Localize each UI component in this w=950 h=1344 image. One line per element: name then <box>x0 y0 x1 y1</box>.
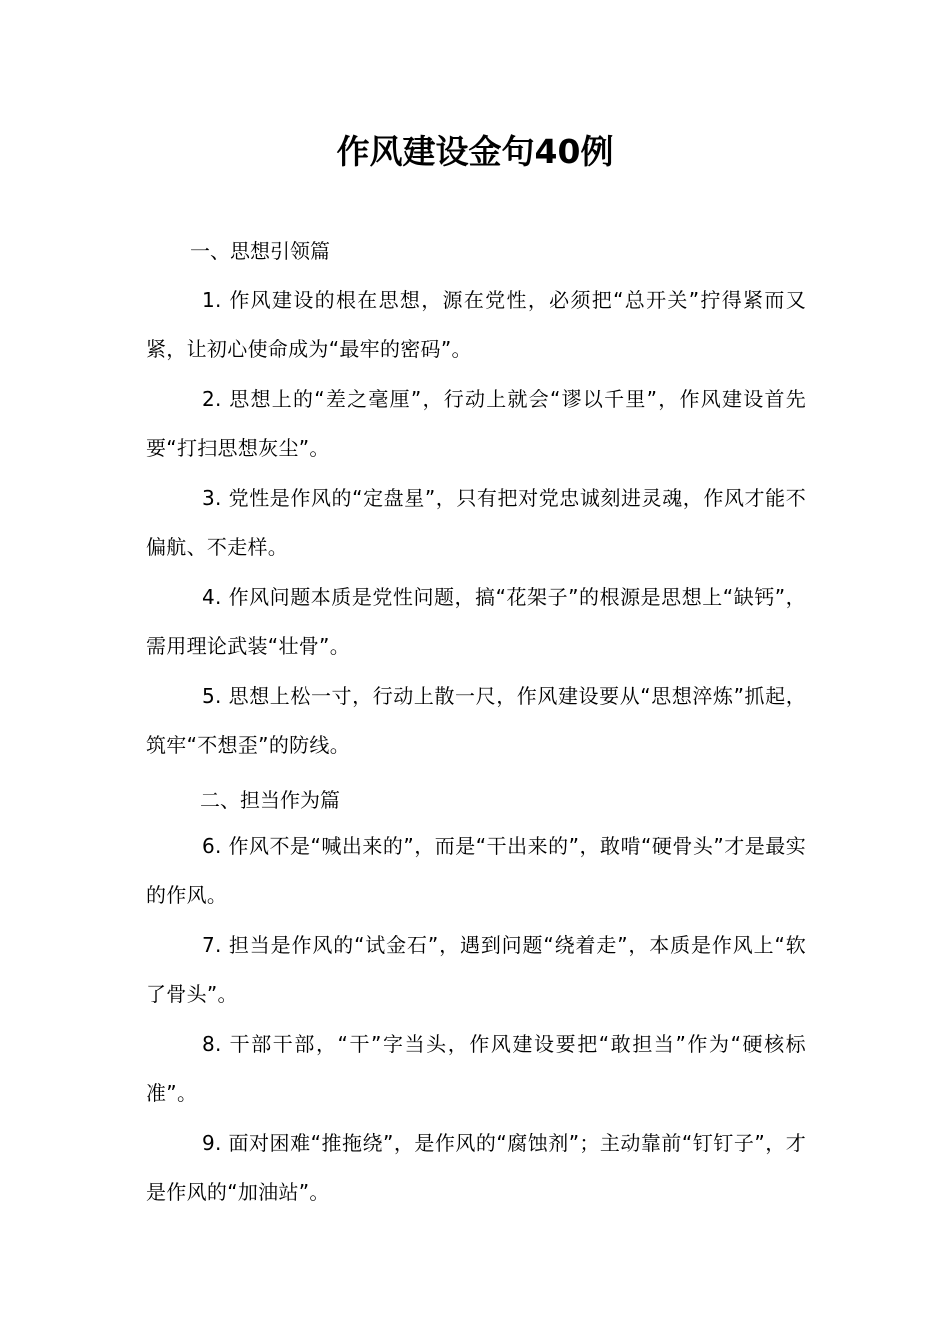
paragraph-item-9: 9. 面对困难“推拖绕”，是作风的“腐蚀剂”；主动靠前“钉钉子”，才是作风的“加油站”。 <box>146 1131 806 1204</box>
paragraph-item-5: 5. 思想上松一寸，行动上散一尺，作风建设要从“思想淬炼”抓起，筑牢“不想歪”的防线。 <box>146 684 806 757</box>
paragraph-item-6: 6. 作风不是“喊出来的”，而是“干出来的”，敢啃“硬骨头”才是最实的作风。 <box>146 834 806 907</box>
paragraph-item-3: 3. 党性是作风的“定盘星”，只有把对党忠诚刻进灵魂，作风才能不偏航、不走样。 <box>146 486 806 559</box>
section-heading-thought: 一、思想引领篇 <box>190 239 330 263</box>
paragraph-item-2: 2. 思想上的“差之毫厘”，行动上就会“谬以千里”，作风建设首先要“打扫思想灰尘”。 <box>146 387 806 460</box>
paragraph-item-8: 8. 干部干部，“干”字当头，作风建设要把“敢担当”作为“硬核标准”。 <box>146 1032 806 1105</box>
document-title: 作风建设金句40例 <box>336 132 614 171</box>
paragraph-item-4: 4. 作风问题本质是党性问题，搞“花架子”的根源是思想上“缺钙”，需用理论武装“壮骨”。 <box>146 585 806 658</box>
section-heading-responsibility: 二、担当作为篇 <box>200 788 340 812</box>
paragraph-item-1: 1. 作风建设的根在思想，源在党性，必须把“总开关”拧得紧而又紧，让初心使命成为“最牢的密码”。 <box>146 288 806 361</box>
paragraph-item-7: 7. 担当是作风的“试金石”，遇到问题“绕着走”，本质是作风上“软了骨头”。 <box>146 933 806 1006</box>
